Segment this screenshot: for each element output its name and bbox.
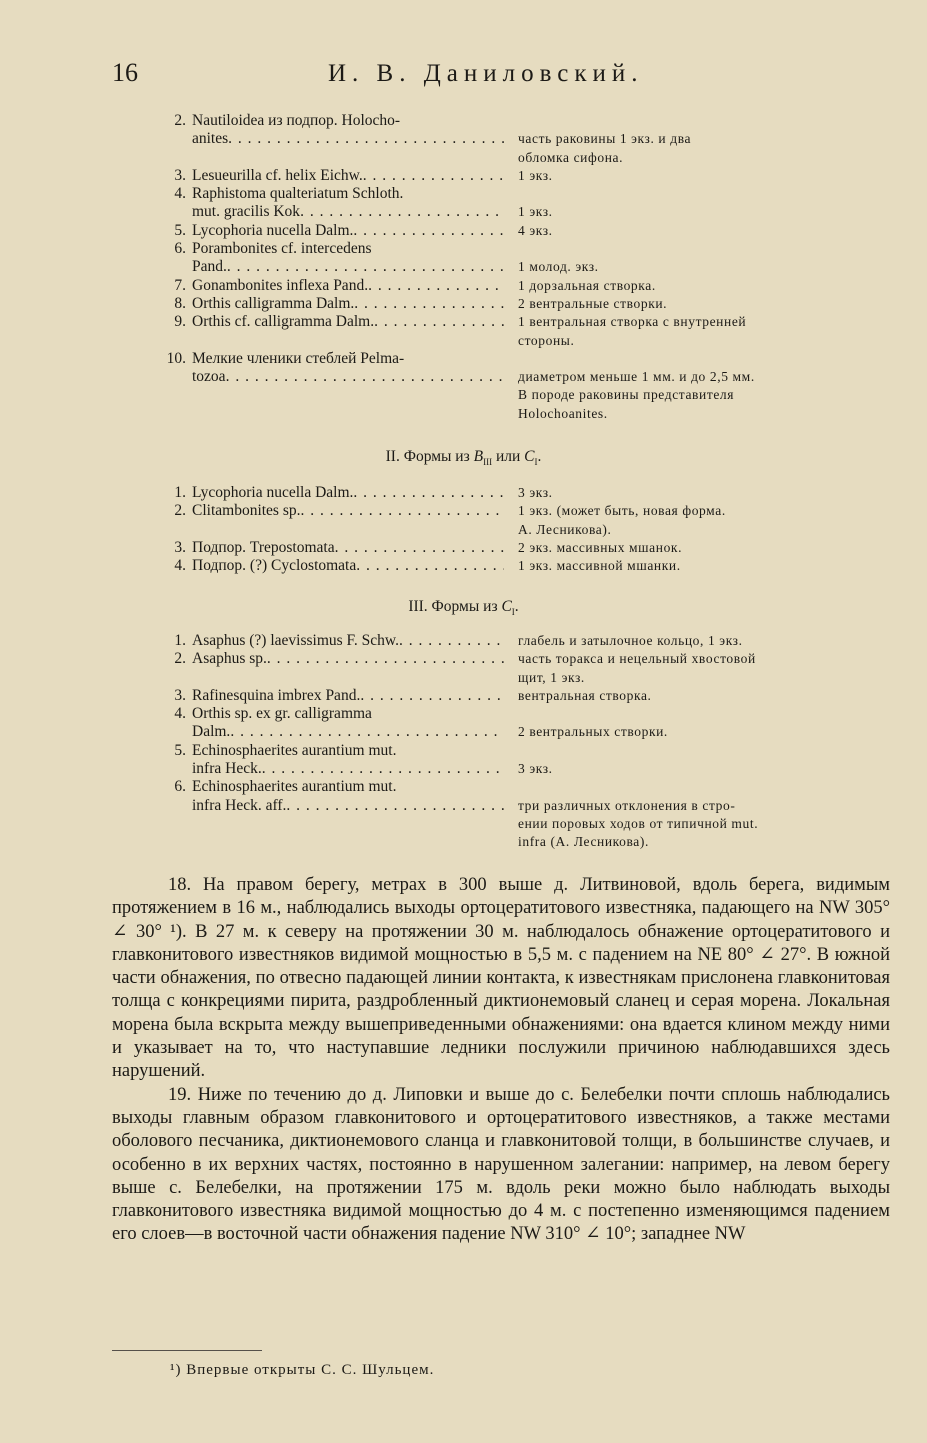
specimen-note-line: 3 экз. bbox=[518, 485, 553, 500]
species-name-text: Clitambonites sp. bbox=[192, 502, 301, 520]
species-name-line bbox=[192, 705, 504, 723]
specimen-note-line: Holochoanites. bbox=[518, 405, 608, 421]
specimen-note-line: часть раковины 1 экз. и два bbox=[518, 131, 692, 147]
specimen-note-line: 1 дорзальная створка. bbox=[518, 277, 656, 293]
section-ii-end: . bbox=[537, 448, 542, 465]
species-name-text: mut. gracilis Kok bbox=[192, 203, 301, 221]
specimen-note-line: 1 вентральная створка с внутренней bbox=[518, 314, 747, 330]
section-iii-label: III. Формы из bbox=[408, 598, 498, 615]
section-heading-ii bbox=[0, 448, 927, 467]
section-iii-sub-c: I bbox=[511, 607, 515, 618]
species-name-line bbox=[192, 258, 504, 276]
specimen-note-line: глабель и затылочное кольцо, 1 экз. bbox=[518, 633, 743, 648]
species-name-line bbox=[192, 797, 504, 815]
species-name-line bbox=[192, 502, 504, 520]
specimen-note bbox=[518, 557, 844, 575]
species-name-text: Porambonites cf. intercedens bbox=[192, 240, 372, 258]
specimen-note-line: 1 экз. bbox=[518, 204, 553, 220]
species-number: 2. bbox=[174, 650, 186, 668]
specimen-note-line: В породе раковины представителя bbox=[518, 387, 735, 403]
leader-dots bbox=[399, 632, 504, 650]
species-name-text: anites bbox=[192, 130, 229, 148]
species-name-line bbox=[192, 295, 504, 313]
species-name-text: Мелкие членики стеблей Pelma- bbox=[192, 349, 405, 367]
specimen-note-line: А. Лесникова). bbox=[518, 521, 612, 537]
species-number: 5. bbox=[174, 221, 186, 239]
body-text bbox=[112, 874, 890, 1247]
species-name-text: Pand. bbox=[192, 258, 227, 276]
species-name-line bbox=[192, 368, 504, 386]
specimen-note bbox=[518, 742, 844, 779]
specimen-note-line: 2 вентральных створки. bbox=[518, 724, 668, 740]
species-name-line bbox=[192, 742, 504, 760]
species-name-line bbox=[192, 203, 504, 221]
section-heading-iii bbox=[0, 598, 927, 617]
specimen-note-line: три различных отклонения в стро- bbox=[518, 797, 736, 813]
specimen-note-line: 1 экз. (может быть, новая форма. bbox=[518, 503, 726, 519]
running-head bbox=[112, 58, 815, 92]
species-number: 6. bbox=[174, 778, 186, 796]
species-name bbox=[192, 350, 504, 423]
species-name bbox=[192, 502, 504, 539]
footnote: ¹) Впервые открыты С. С. Шульцем. bbox=[170, 1362, 435, 1378]
species-row bbox=[150, 167, 850, 185]
species-name-line bbox=[192, 484, 504, 502]
species-name-line bbox=[192, 650, 504, 668]
species-name-line bbox=[192, 557, 504, 575]
species-number: 1. bbox=[174, 632, 186, 649]
species-name-line bbox=[192, 760, 504, 778]
leader-dots bbox=[335, 539, 504, 557]
species-name bbox=[192, 778, 504, 851]
footnote-rule bbox=[112, 1350, 262, 1351]
leader-dots bbox=[374, 313, 504, 331]
specimen-note-line: 4 экз. bbox=[518, 222, 553, 238]
specimen-note-line: диаметром меньше 1 мм. и до 2,5 мм. bbox=[518, 369, 755, 385]
specimen-note bbox=[518, 112, 844, 167]
species-name-line bbox=[192, 112, 504, 130]
species-number: 6. bbox=[174, 240, 186, 258]
species-name-text: Rafinesquina imbrex Pand. bbox=[192, 686, 361, 704]
leader-dots bbox=[354, 295, 504, 313]
species-row bbox=[150, 502, 850, 539]
specimen-note bbox=[518, 167, 844, 185]
species-name bbox=[192, 295, 504, 313]
species-number: 1. bbox=[174, 484, 186, 501]
section-ii-sub-c: I bbox=[534, 457, 538, 468]
specimen-note-line: infra (А. Лесникова). bbox=[518, 834, 649, 850]
species-number: 5. bbox=[174, 741, 186, 759]
species-name-text: Dalm. bbox=[192, 723, 231, 741]
species-number: 4. bbox=[174, 185, 186, 203]
specimen-note-line: 3 экз. bbox=[518, 761, 553, 777]
leader-dots bbox=[360, 687, 504, 705]
species-number: 8. bbox=[174, 294, 186, 312]
species-name-text: Asaphus sp. bbox=[192, 650, 267, 668]
species-number: 4. bbox=[174, 705, 186, 723]
species-number: 3. bbox=[174, 686, 186, 704]
specimen-note-line: 2 экз. массивных мшанок. bbox=[518, 539, 683, 555]
species-name-text: Orthis cf. calligramma Dalm. bbox=[192, 313, 375, 331]
species-row bbox=[150, 650, 850, 687]
species-name-text: Nautiloidea из подпор. Holocho- bbox=[192, 112, 401, 129]
specimen-note-line: ении поровых ходов от типичной mut. bbox=[518, 815, 759, 831]
species-row bbox=[150, 295, 850, 313]
species-row bbox=[150, 313, 850, 350]
leader-dots bbox=[353, 484, 504, 502]
section-iii-symbol-c: C bbox=[501, 598, 512, 615]
specimen-note bbox=[518, 222, 844, 240]
species-number: 7. bbox=[174, 276, 186, 294]
species-number: 3. bbox=[174, 538, 186, 556]
section-iii-end: . bbox=[514, 598, 519, 615]
species-name-text: infra Heck. bbox=[192, 760, 262, 778]
specimen-note-line: 1 экз. bbox=[518, 167, 553, 183]
species-row bbox=[150, 557, 850, 575]
specimen-note-line: обломка сифона. bbox=[518, 149, 624, 165]
species-name-line bbox=[192, 632, 504, 650]
species-list-iii bbox=[150, 632, 850, 852]
specimen-note bbox=[518, 313, 844, 350]
species-row bbox=[150, 687, 850, 705]
species-name-text: infra Heck. aff. bbox=[192, 796, 287, 814]
leader-dots bbox=[356, 557, 504, 575]
specimen-note-line: 1 молод. экз. bbox=[518, 259, 599, 275]
page-number: 16 bbox=[112, 58, 138, 87]
species-name-text: Подпор. Trepostomata bbox=[192, 538, 335, 556]
species-name-text: Orthis sp. ex gr. calligramma bbox=[192, 705, 372, 723]
specimen-note bbox=[518, 484, 844, 502]
species-row bbox=[150, 539, 850, 557]
species-name bbox=[192, 484, 504, 502]
specimen-note bbox=[518, 632, 844, 650]
specimen-note bbox=[518, 778, 844, 851]
specimen-note bbox=[518, 350, 844, 423]
species-number: 10. bbox=[166, 349, 186, 367]
species-name bbox=[192, 185, 504, 222]
species-name bbox=[192, 313, 504, 350]
species-row bbox=[150, 778, 850, 851]
species-number: 3. bbox=[174, 166, 186, 184]
species-row bbox=[150, 222, 850, 240]
specimen-note-line: щит, 1 экз. bbox=[518, 669, 585, 685]
species-row bbox=[150, 742, 850, 779]
section-ii-symbol-b: B bbox=[473, 448, 484, 465]
leader-dots bbox=[286, 797, 504, 815]
species-name bbox=[192, 277, 504, 295]
species-name-line bbox=[192, 539, 504, 557]
species-row bbox=[150, 277, 850, 295]
specimen-note bbox=[518, 277, 844, 295]
species-row bbox=[150, 484, 850, 502]
section-ii-symbol-c: C bbox=[524, 448, 535, 465]
species-name bbox=[192, 705, 504, 742]
specimen-note-line: 2 вентральные створки. bbox=[518, 295, 668, 311]
leader-dots bbox=[353, 222, 504, 240]
species-name-text: tozoa bbox=[192, 368, 226, 386]
species-name-line bbox=[192, 240, 504, 258]
section-ii-conj: или bbox=[495, 448, 521, 465]
species-name-text: Echinosphaerites aurantium mut. bbox=[192, 741, 397, 759]
species-name-text: Lycophoria nucella Dalm. bbox=[192, 484, 354, 501]
species-name-text: Raphistoma qualteriatum Schloth. bbox=[192, 185, 404, 203]
species-name bbox=[192, 742, 504, 779]
species-name bbox=[192, 632, 504, 650]
species-name-text: Lesueurilla cf. helix Eichw. bbox=[192, 166, 363, 184]
leader-dots bbox=[226, 368, 504, 386]
section-ii-label: II. Формы из bbox=[385, 448, 470, 465]
running-head-author: И. В. Даниловский. bbox=[328, 60, 644, 87]
species-number: 4. bbox=[174, 557, 186, 575]
specimen-note-line: 1 экз. массивной мшанки. bbox=[518, 558, 681, 574]
species-name-line bbox=[192, 130, 504, 148]
species-name-line bbox=[192, 313, 504, 331]
species-name-text: Asaphus (?) laevissimus F. Schw. bbox=[192, 632, 399, 649]
species-name-text: Подпор. (?) Cyclostomata bbox=[192, 557, 357, 575]
species-name-line bbox=[192, 350, 504, 368]
species-row bbox=[150, 350, 850, 423]
leader-dots bbox=[267, 650, 504, 668]
specimen-note bbox=[518, 687, 844, 705]
species-name-line bbox=[192, 185, 504, 203]
species-row bbox=[150, 705, 850, 742]
specimen-note bbox=[518, 185, 844, 222]
species-row bbox=[150, 240, 850, 277]
species-list-top bbox=[150, 112, 850, 423]
species-name bbox=[192, 240, 504, 277]
species-name bbox=[192, 112, 504, 167]
leader-dots bbox=[230, 723, 504, 741]
species-name bbox=[192, 557, 504, 575]
specimen-note-line: часть торакса и нецельный хвостовой bbox=[518, 651, 756, 667]
leader-dots bbox=[228, 130, 504, 148]
specimen-note-line: вентральная створка. bbox=[518, 687, 652, 703]
specimen-note bbox=[518, 240, 844, 277]
specimen-note-line: стороны. bbox=[518, 332, 575, 348]
specimen-note bbox=[518, 502, 844, 539]
leader-dots bbox=[363, 167, 504, 185]
leader-dots bbox=[262, 760, 504, 778]
species-name-text: Orthis calligramma Dalm. bbox=[192, 294, 355, 312]
species-name bbox=[192, 539, 504, 557]
species-row bbox=[150, 185, 850, 222]
species-name-text: Echinosphaerites aurantium mut. bbox=[192, 778, 397, 796]
species-name bbox=[192, 687, 504, 705]
section-ii-sub-b: III bbox=[483, 457, 493, 468]
species-name bbox=[192, 167, 504, 185]
species-name-line bbox=[192, 723, 504, 741]
paragraph-19: 19. Ниже по течению до д. Липовки и выше до с. Белебелки почти сплошь наблюдались выходы главным образом главконитового и ортоцератитового известняков, а также местами оболового песчаника, диктионемового сланца и главконитовой толщи, в большинстве случаев, и особенно в их верхних частях, постоянно в нарушенном залегании: например, на левом берегу выше с. Белебелки, на протяжении 175 м. вдоль реки можно было наблюдать выходы главконитового известняка видимой мощностью до 4 м. с постепенно изменяющимся падением его слоев—в восточной части обнажения падение NW 310° ∠ 10°; западнее NW bbox=[112, 1084, 890, 1245]
species-name-line bbox=[192, 167, 504, 185]
leader-dots bbox=[301, 502, 505, 520]
species-name bbox=[192, 222, 504, 240]
species-name-line bbox=[192, 222, 504, 240]
specimen-note bbox=[518, 539, 844, 557]
leader-dots bbox=[368, 277, 504, 295]
species-number: 2. bbox=[174, 502, 186, 520]
species-number: 9. bbox=[174, 313, 186, 331]
species-row bbox=[150, 112, 850, 167]
specimen-note bbox=[518, 650, 844, 687]
species-row bbox=[150, 632, 850, 650]
leader-dots bbox=[227, 258, 504, 276]
leader-dots bbox=[300, 203, 504, 221]
species-name-line bbox=[192, 277, 504, 295]
paragraph-18: 18. На правом берегу, метрах в 300 выше д. Литвиновой, вдоль берега, видимым протяжением в 16 м., наблюдались выходы ортоцератитового известняка, падающего на NW 305° ∠ 30° ¹). В 27 м. к северу на протяжении 30 м. наблюдалось обнажение ортоцератитового и главконитового известняков видимой мощностью в 5,5 м. с падением на NE 80° ∠ 27°. В южной части обнажения, по отвесно падающей линии контакта, к известнякам прислонена главконитовая толща с конкрециями пирита, раздробленный диктионемовый сланец и серая морена. Локальная морена была вскрыта между вышеприведенными обнажениями: она вдается клином между ними и указывает на то, что наступавшие ледники послужили причиною наблюдавшихся здесь нарушений. bbox=[112, 875, 890, 1082]
specimen-note bbox=[518, 705, 844, 742]
species-list-ii bbox=[150, 484, 850, 575]
species-name-text: Gonambonites inflexa Pand. bbox=[192, 276, 369, 294]
species-name-text: Lycophoria nucella Dalm. bbox=[192, 221, 354, 239]
species-name-line bbox=[192, 687, 504, 705]
species-name bbox=[192, 650, 504, 687]
species-name-line bbox=[192, 778, 504, 796]
specimen-note bbox=[518, 295, 844, 313]
species-number: 2. bbox=[174, 112, 186, 129]
